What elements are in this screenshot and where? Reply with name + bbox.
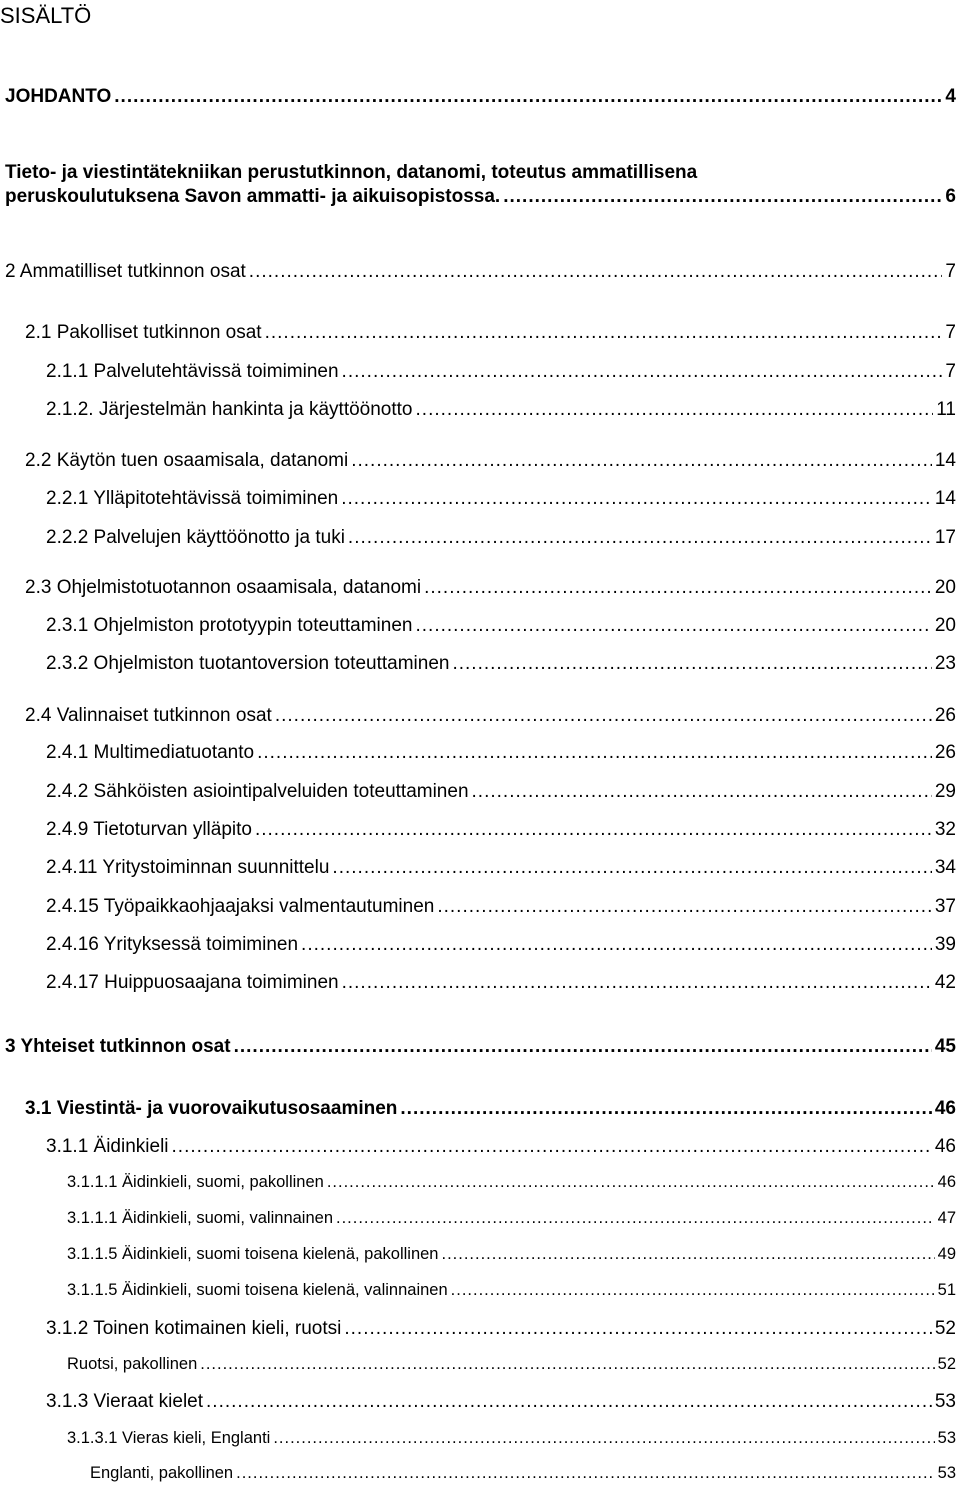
toc-entry[interactable] [46, 742, 956, 764]
toc-leader-dots [200, 1355, 934, 1374]
toc-entry-text: 3.1.1.5 Äidinkieli, suomi toisena kielenä, valinnainen [67, 1281, 448, 1299]
toc-leader-dots [416, 399, 934, 421]
toc-page-number: 6 [945, 186, 956, 207]
toc-entry-text: 3.1.1.1 Äidinkieli, suomi, pakollinen [67, 1173, 324, 1191]
toc-leader-dots [275, 705, 932, 727]
toc-page-number: 7 [945, 361, 956, 382]
toc-leader-dots [341, 488, 932, 510]
toc-entry-text: 3.1.2 Toinen kotimainen kieli, ruotsi [46, 1318, 342, 1339]
toc-entry-text: 2.4.1 Multimediatuotanto [46, 742, 255, 763]
toc-entry-text: 2.2 Käytön tuen osaamisala, datanomi [25, 450, 349, 471]
toc-leader-dots [234, 1036, 932, 1058]
toc-entry-text: 2.4.2 Sähköisten asiointipalveluiden toteuttaminen [46, 781, 469, 802]
toc-page-number: 45 [934, 1036, 956, 1057]
toc-leader-dots [301, 934, 932, 956]
toc-page-number: 46 [934, 1136, 956, 1157]
toc-entry[interactable] [67, 1209, 956, 1228]
toc-page-number: 7 [945, 261, 956, 282]
toc-entry-text: 2.3 Ohjelmistotuotannon osaamisala, datanomi [25, 577, 422, 598]
toc-leader-dots [236, 1464, 935, 1483]
toc-entry-text: 2.4.11 Yritystoiminnan suunnittelu [46, 857, 330, 878]
toc-leader-dots [265, 322, 943, 344]
toc-entry-text: 2.3.2 Ohjelmiston tuotantoversion toteuttaminen [46, 653, 450, 674]
toc-entry[interactable] [46, 934, 956, 956]
toc-page-number: 26 [934, 742, 956, 763]
toc-page-number: 52 [934, 1318, 956, 1339]
toc-page-number: 23 [934, 653, 956, 674]
toc-leader-dots [437, 896, 932, 918]
toc-leader-dots [249, 261, 943, 283]
toc-entry[interactable] [67, 1429, 956, 1448]
toc-entry[interactable] [5, 261, 956, 283]
toc-leader-dots [400, 1098, 931, 1120]
toc-page-number: 46 [934, 1098, 956, 1119]
toc-page-number: 34 [934, 857, 956, 878]
toc-entry[interactable] [25, 322, 956, 344]
toc-leader-dots [114, 86, 942, 108]
toc-entry[interactable] [67, 1173, 956, 1192]
toc-entry-text: 3.1.1.5 Äidinkieli, suomi toisena kielenä, pakollinen [67, 1245, 439, 1263]
toc-entry-text: 2.1 Pakolliset tutkinnon osat [25, 322, 262, 343]
toc-leader-dots [172, 1136, 932, 1158]
toc-page-number: 26 [934, 705, 956, 726]
toc-page-number: 42 [934, 972, 956, 993]
toc-entry-text: Tieto- ja viestintätekniikan perustutkinnon, datanomi, toteutus ammatillisena [5, 162, 698, 183]
toc-leader-dots [327, 1173, 935, 1192]
toc-title: SISÄLTÖ [0, 3, 92, 28]
toc-page-number: 17 [934, 527, 956, 548]
toc-page-number: 7 [945, 322, 956, 343]
toc-entry-text: 2.2.1 Ylläpitotehtävissä toimiminen [46, 488, 339, 509]
toc-leader-dots [273, 1429, 934, 1448]
toc-entry[interactable] [25, 577, 956, 599]
toc-entry[interactable] [46, 399, 956, 421]
toc-entry-text: 3 Yhteiset tutkinnon osat [5, 1036, 231, 1057]
toc-leader-dots [257, 742, 932, 764]
toc-page-number: 20 [934, 615, 956, 636]
toc-entry-text: 2.3.1 Ohjelmiston prototyypin toteuttaminen [46, 615, 413, 636]
toc-entry[interactable] [46, 857, 956, 879]
toc-leader-dots [503, 185, 942, 209]
toc-entry[interactable] [90, 1464, 956, 1483]
toc-page-number: 53 [937, 1464, 956, 1482]
toc-entry[interactable] [46, 488, 956, 510]
toc-entry[interactable] [46, 1318, 956, 1340]
toc-entry-text: Englanti, pakollinen [90, 1464, 234, 1482]
toc-leader-dots [348, 527, 932, 549]
toc-entry[interactable] [5, 161, 956, 209]
toc-page-number: 53 [937, 1429, 956, 1447]
toc-page-number: 51 [937, 1281, 956, 1299]
toc-leader-dots [451, 1281, 935, 1300]
toc-entry-text: 2.4.15 Työpaikkaohjaajaksi valmentautuminen [46, 896, 435, 917]
toc-leader-dots [344, 1318, 931, 1340]
toc-leader-dots [472, 781, 932, 803]
toc-page-number: 46 [937, 1173, 956, 1191]
toc-leader-dots [206, 1391, 932, 1413]
toc-entry-text: 3.1.3.1 Vieras kieli, Englanti [67, 1429, 271, 1447]
toc-leader-dots [342, 972, 932, 994]
toc-entry[interactable] [46, 1391, 956, 1413]
toc-leader-dots [342, 361, 943, 383]
toc-entry[interactable] [46, 972, 956, 994]
toc-entry-text: 3.1.3 Vieraat kielet [46, 1391, 204, 1412]
toc-leader-dots [424, 577, 932, 599]
toc-page-number: 4 [945, 86, 956, 107]
toc-entry[interactable] [46, 781, 956, 803]
toc-entry[interactable] [67, 1281, 956, 1300]
toc-entry[interactable] [46, 819, 956, 841]
toc-leader-dots [415, 615, 931, 637]
toc-page-number: 53 [934, 1391, 956, 1412]
toc-entry[interactable] [46, 653, 956, 675]
toc-leader-dots [336, 1209, 935, 1228]
toc-page-number: 39 [934, 934, 956, 955]
toc-entry[interactable] [25, 1098, 956, 1120]
toc-page-number: 37 [934, 896, 956, 917]
toc-entry-text: Ruotsi, pakollinen [67, 1355, 198, 1373]
toc-leader-dots [452, 653, 931, 675]
toc-entry-text: 2.4.9 Tietoturvan ylläpito [46, 819, 252, 840]
toc-entry-text-continued: peruskoulutuksena Savon ammatti- ja aikuisopistossa. [5, 186, 501, 207]
toc-page-number: 49 [937, 1245, 956, 1263]
toc-entry[interactable] [46, 527, 956, 549]
toc-entry-text: JOHDANTO [5, 86, 112, 107]
toc-page-number: 52 [937, 1355, 956, 1373]
toc-page-number: 29 [934, 781, 956, 802]
toc-entry-text: 2.1.2. Järjestelmän hankinta ja käyttöönotto [46, 399, 413, 420]
toc-entry-text: 2.1.1 Palvelutehtävissä toimiminen [46, 361, 339, 382]
toc-entry-text: 3.1.1.1 Äidinkieli, suomi, valinnainen [67, 1209, 333, 1227]
toc-page-number: 14 [934, 450, 956, 471]
toc-page-number: 20 [934, 577, 956, 598]
toc-entry[interactable] [46, 1136, 956, 1158]
toc-entry[interactable] [25, 450, 956, 472]
toc-page-number: 47 [937, 1209, 956, 1227]
toc-entry[interactable] [46, 615, 956, 637]
toc-entry[interactable] [67, 1355, 956, 1374]
toc-page-number: 32 [934, 819, 956, 840]
toc-entry-text: 2.4.17 Huippuosaajana toimiminen [46, 972, 339, 993]
toc-entry-text: 3.1 Viestintä- ja vuorovaikutusosaaminen [25, 1098, 398, 1119]
toc-page-number: 11 [936, 399, 956, 420]
toc-entry-text: 2.4.16 Yrityksessä toimiminen [46, 934, 299, 955]
toc-leader-dots [351, 450, 932, 472]
toc-entry-text: 2.4 Valinnaiset tutkinnon osat [25, 705, 272, 726]
toc-entry[interactable] [5, 1036, 956, 1058]
toc-entry-text: 2.2.2 Palvelujen käyttöönotto ja tuki [46, 527, 345, 548]
toc-leader-dots [332, 857, 931, 879]
toc-leader-dots [441, 1245, 934, 1264]
toc-leader-dots [255, 819, 932, 841]
toc-entry[interactable] [46, 896, 956, 918]
toc-entry-text: 2 Ammatilliset tutkinnon osat [5, 261, 246, 282]
toc-entry[interactable] [5, 86, 956, 108]
toc-entry[interactable] [46, 361, 956, 383]
toc-entry[interactable] [67, 1245, 956, 1264]
toc-entry-text: 3.1.1 Äidinkieli [46, 1136, 169, 1157]
toc-entry[interactable] [25, 705, 956, 727]
toc-page-number: 14 [934, 488, 956, 509]
